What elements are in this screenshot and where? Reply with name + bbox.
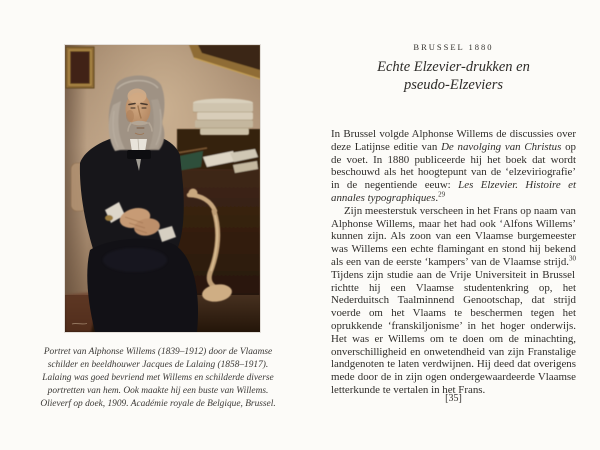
paragraph: Zijn meesterstuk verscheen in het Frans op naam van Alphonse Willems, maar het had ook ‘Alfons Willems’ kunnen zijn. Als zoon van een Vlaamse burgemeester was Willems een echte flamingant en stond hij bekend als een van de eerste ‘kampers’ van de Vlaamse strijd.$^{30}$ Tijdens zijn studie aan de Vrije Universiteit in Brussel richtte hij een Vlaamse studentenkring op, het Nederduitsch Taalminnend Genootschap, dat strijd voerde om het Vlaams te beschermen tegen het oprukkende ‘franskiljonisme’ in het hoger onderwijs. Het was er Willems om te doen om de minachting, onverschilligheid en onwetendheid van zijn Franstalige landgenoten te laten verdwijnen. Hij deed dat overigens mede door de in zijn ogen ondergewaardeerde Vlaamse letterkunde te vertalen in het Frans. bbox=[331, 204, 576, 396]
portrait-canvas bbox=[65, 45, 260, 332]
footnote-ref: 30 bbox=[569, 254, 576, 263]
caption-line: Lalaing was goed bevriend met Willems en schilderde diverse bbox=[42, 373, 274, 384]
chapter-title bbox=[331, 59, 576, 94]
chapter-title-line: Echte Elzevier-drukken en bbox=[377, 59, 530, 75]
paragraph: In Brussel volgde Alphonse Willems de discussies over deze Latijnse editie van De navolging van Christus op de voet. In 1880 publiceerde hij het boek dat wordt beschouwd als het hoogtepunt van de ‘elzeviriografie’ in de negentiende eeuw: Les Elzevier. Histoire et annales typographiques.$^{29}$ bbox=[331, 128, 576, 204]
caption-line: portretten van hem. Ook maakte hij een buste van Willems. bbox=[47, 386, 269, 397]
caption-line: Olieverf op doek, 1909. Académie royale de Belgique, Brussel. bbox=[40, 399, 276, 410]
footnote-ref: 29 bbox=[438, 190, 446, 199]
caption-line: Portret van Alphonse Willems (1839–1912) door de Vlaamse bbox=[43, 347, 273, 357]
running-head: BRUSSEL 1880 bbox=[413, 42, 494, 52]
right-page bbox=[331, 0, 576, 450]
portrait-caption bbox=[22, 346, 294, 411]
caption-line: schilder en beeldhouwer Jacques de Lalaing (1858–1917). bbox=[47, 360, 269, 371]
chapter-title-line: pseudo-Elzeviers bbox=[403, 76, 504, 93]
book-stack bbox=[193, 99, 253, 136]
painter-signature bbox=[72, 324, 87, 325]
sitter-cravat bbox=[127, 150, 151, 159]
page-number: [35] bbox=[445, 393, 462, 404]
wall-frame-left bbox=[66, 47, 94, 88]
body-text bbox=[331, 128, 576, 397]
watch-chain bbox=[105, 215, 113, 221]
portrait-painting bbox=[65, 45, 260, 332]
